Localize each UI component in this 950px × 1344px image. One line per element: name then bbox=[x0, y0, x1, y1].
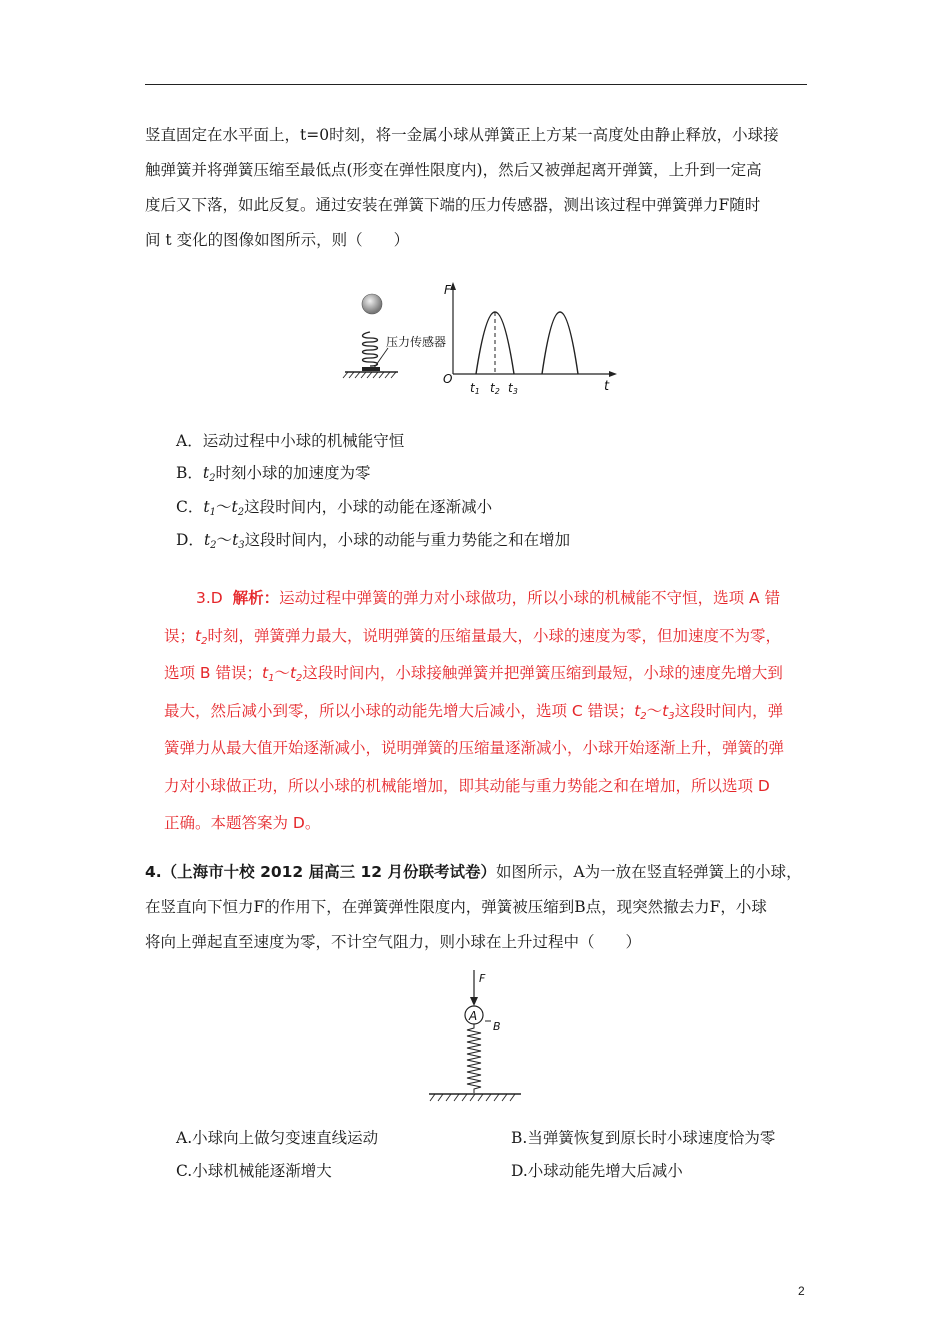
answer-var: $t_1$ bbox=[262, 664, 275, 684]
spring bbox=[467, 1024, 481, 1093]
option-c-text: 这段时间内，小球的动能在逐渐减小 bbox=[244, 498, 493, 516]
option-d-var2: $t_3$ bbox=[232, 531, 245, 551]
page-number: 2 bbox=[798, 1284, 805, 1298]
option-c-var1: $t_1$ bbox=[203, 498, 216, 518]
sensor-label: 压力传感器 bbox=[386, 335, 447, 349]
spring-force-figure bbox=[340, 280, 630, 400]
answer-line: 力对小球做正功，所以小球的机械能增加，即其动能与重力势能之和在增加，所以选项 D bbox=[164, 776, 770, 795]
t1-label: t1 bbox=[470, 381, 480, 396]
answer-text: 这段时间内，小球接触弹簧并把弹簧压缩到最短，小球的速度先增大到 bbox=[302, 664, 783, 682]
metal-ball bbox=[362, 294, 382, 314]
answer-var: $t_2$ bbox=[634, 701, 647, 722]
sensor-plate bbox=[362, 367, 380, 371]
answer-text: 这段时间内，弹 bbox=[674, 701, 784, 720]
answer-sep: ～ bbox=[274, 664, 290, 682]
header-rule bbox=[145, 84, 807, 85]
question4-stem bbox=[145, 855, 815, 960]
q4-option-c: C.小球机械能逐渐增大 bbox=[176, 1162, 332, 1180]
answer-line: 簧弹力从最大值开始逐渐减小，说明弹簧的压缩量逐渐减小，小球开始逐渐上升，弹簧的弹 bbox=[164, 739, 785, 757]
answer-line bbox=[164, 618, 834, 656]
point-b-label: B bbox=[493, 1020, 501, 1033]
answer-text: 选项 B 错误； bbox=[164, 664, 262, 682]
stem-text: 如图所示，A为一放在竖直轻弹簧上的小球， bbox=[495, 863, 802, 881]
question4-source: 4.（上海市十校 2012 届高三 12 月份联考试卷） bbox=[145, 863, 496, 881]
answer-sep: ～ bbox=[646, 701, 663, 720]
origin-label: O bbox=[443, 372, 453, 386]
stem-line: 竖直固定在水平面上，t=0时刻，将一金属小球从弹簧正上方某一高度处由静止释放，小球接 bbox=[145, 126, 779, 144]
answer-text: 运动过程中弹簧的弹力对小球做功，所以小球的机械能不守恒，选项 A 错 bbox=[279, 589, 781, 607]
q4-option-a: A.小球向上做匀变速直线运动 bbox=[176, 1129, 379, 1147]
stem-line bbox=[145, 855, 815, 890]
answer-var: $t_2$ bbox=[195, 626, 208, 647]
option-d-text: 这段时间内，小球的动能与重力势能之和在增加 bbox=[244, 531, 571, 549]
answer-var: $t_2$ bbox=[289, 664, 303, 684]
answer-var: $t_3$ bbox=[662, 701, 675, 722]
axis-y-label: F bbox=[444, 283, 451, 297]
t1-sub: 1 bbox=[474, 387, 480, 396]
question3-stem bbox=[145, 118, 810, 258]
ball-spring-figure bbox=[425, 966, 525, 1106]
t2-sub: 2 bbox=[494, 387, 500, 396]
option-c bbox=[176, 495, 492, 519]
t2-label: t2 bbox=[490, 381, 500, 396]
axis-x-label: t bbox=[604, 379, 610, 394]
answer-line bbox=[164, 580, 834, 618]
option-d bbox=[176, 528, 570, 552]
spring bbox=[363, 332, 378, 366]
stem-line: 度后又下落，如此反复。通过安装在弹簧下端的压力传感器，测出该过程中弹簧弹力F随时 bbox=[145, 196, 761, 214]
stem-line: 触弹簧并将弹簧压缩至最低点(形变在弹性限度内)，然后又被弹起离开弹簧，上升到一定高 bbox=[145, 161, 762, 179]
stem-line: 在竖直向下恒力F的作用下，在弹簧弹性限度内，弹簧被压缩到B点，现突然撤去力F，小球 bbox=[145, 898, 767, 916]
option-c-sep: ～ bbox=[215, 498, 232, 516]
option-b-text: 时刻小球的加速度为零 bbox=[215, 464, 371, 482]
answer-number: 3.D bbox=[196, 589, 223, 607]
q4-option-b: B.当弹簧恢复到原长时小球速度恰为零 bbox=[511, 1129, 776, 1147]
force-label: F bbox=[479, 972, 486, 985]
option-c-prefix: C． bbox=[176, 498, 204, 516]
t3-sub: 3 bbox=[512, 387, 518, 396]
option-a: A．运动过程中小球的机械能守恒 bbox=[176, 432, 405, 450]
stem-line: 将向上弹起直至速度为零，不计空气阻力，则小球在上升过程中（ ） bbox=[145, 933, 642, 951]
option-b bbox=[176, 461, 371, 485]
option-b-prefix: B． bbox=[176, 464, 203, 482]
answer-line bbox=[164, 655, 834, 693]
answer-line bbox=[164, 693, 834, 731]
force-curve-2 bbox=[542, 312, 578, 374]
t3-label: t3 bbox=[508, 381, 518, 396]
option-d-var1: $t_2$ bbox=[203, 531, 217, 551]
answer-text: 时刻，弹簧弹力最大，说明弹簧的压缩量最大，小球的速度为零，但加速度不为零， bbox=[207, 626, 781, 645]
answer-text: 最大，然后减小到零，所以小球的动能先增大后减小，选项 C 错误； bbox=[164, 701, 635, 720]
q4-option-d: D.小球动能先增大后减小 bbox=[511, 1162, 683, 1180]
ball-label: A bbox=[469, 1009, 478, 1023]
answer3-explanation bbox=[164, 580, 834, 843]
option-d-prefix: D． bbox=[176, 531, 204, 549]
option-c-var2: $t_2$ bbox=[231, 498, 245, 518]
answer-text: 误； bbox=[164, 626, 196, 645]
answer-line: 正确。本题答案为 D。 bbox=[164, 814, 321, 832]
answer-label: 解析： bbox=[232, 589, 280, 607]
option-d-sep: ～ bbox=[216, 531, 233, 549]
stem-line: 间 t 变化的图像如图所示，则（ ） bbox=[145, 231, 410, 249]
option-b-var: $t_2$ bbox=[202, 464, 216, 484]
